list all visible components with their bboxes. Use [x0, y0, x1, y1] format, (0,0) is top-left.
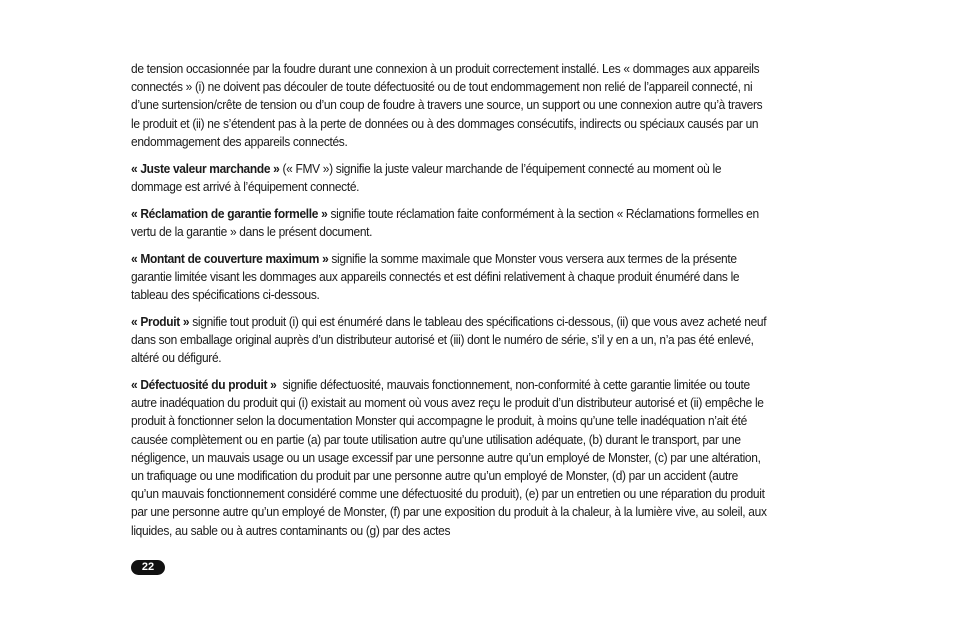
definition-text: signifie tout produit (i) qui est énuméré dans le tableau des spécifications ci-dessous, (ii) que vous avez acheté neuf dans son emballage original auprès d’un distributeur autorisé et (iii) dont le numéro de série, s’il y en a un, n’a pas été enlevé, altéré ou défiguré.: [131, 313, 767, 366]
definition-term: « Réclamation de garantie formelle »: [131, 205, 328, 221]
definition-fair-market-value: [131, 160, 768, 196]
page-number-badge: 22: [131, 560, 165, 575]
definition-formal-warranty-claim: [131, 205, 768, 241]
definition-term: « Produit »: [131, 313, 190, 329]
definition-text: (« FMV ») signifie la juste valeur marchande de l’équipement connecté au moment où le dommage est arrivé à l’équipement connecté.: [131, 160, 722, 194]
definition-term: « Montant de couverture maximum »: [131, 250, 329, 266]
definition-product-defect: [131, 376, 768, 540]
intro-paragraph: de tension occasionnée par la foudre durant une connexion à un produit correctement installé. Les « dommages aux appareils connectés » (i) ne doivent pas découler de toute défectuosité ou de tout endommagement non relié de l’appareil connecté, ni d’une surtension/crête de tension ou d’un coup de foudre à travers une source, un support ou une connexion autre qu’à travers le produit et (ii) ne s’étendent pas à la perte de données ou à des dommages consécutifs, indirects ou spéciaux causés par un endommagement des appareils connectés.: [131, 61, 763, 149]
definition-maximum-coverage-amount: [131, 250, 768, 305]
definition-term: « Juste valeur marchande »: [131, 160, 280, 176]
definition-product: [131, 313, 768, 368]
document-body: [131, 60, 768, 548]
definition-text: signifie défectuosité, mauvais fonctionnement, non-conformité à cette garantie limitée ou toute autre inadéquation du produit qui (i) existait au moment où vous avez reçu le produit d’un distributeur autorisé et (ii) empêche le produit à fonctionner selon la documentation Monster qui accompagne le produit, à moins qu’une telle inadéquation n’ait été causée complètement ou en partie (a) par toute utilisation autre qu’une utilisation adéquate, (b) durant le transport, par une négligence, un mauvais usage ou un usage excessif par une personne autre qu’un employé de Monster, (c) par une altération, un trafiquage ou une modification du produit par une personne autre qu’un employé de Monster, (d) par un accident (autre qu’un mauvais fonctionnement considéré comme une défectuosité du produit), (e) par un entretien ou une réparation du produit par une personne autre qu’un employé de Monster, (f) par une exposition du produit à la chaleur, à la lumière vive, au soleil, aux liquides, au sable ou à autres contaminants ou (g) par des actes: [131, 377, 770, 538]
definition-text: signifie la somme maximale que Monster vous versera aux termes de la présente garantie limitée visant les dommages aux appareils connectés et est défini relativement à chaque produit énuméré dans le tableau des spécifications ci-dessous.: [131, 250, 740, 303]
definition-term: « Défectuosité du produit »: [131, 377, 277, 393]
definition-text: signifie toute réclamation faite conformément à la section « Réclamations formelles en vertu de la garantie » dans le présent document.: [131, 205, 759, 239]
